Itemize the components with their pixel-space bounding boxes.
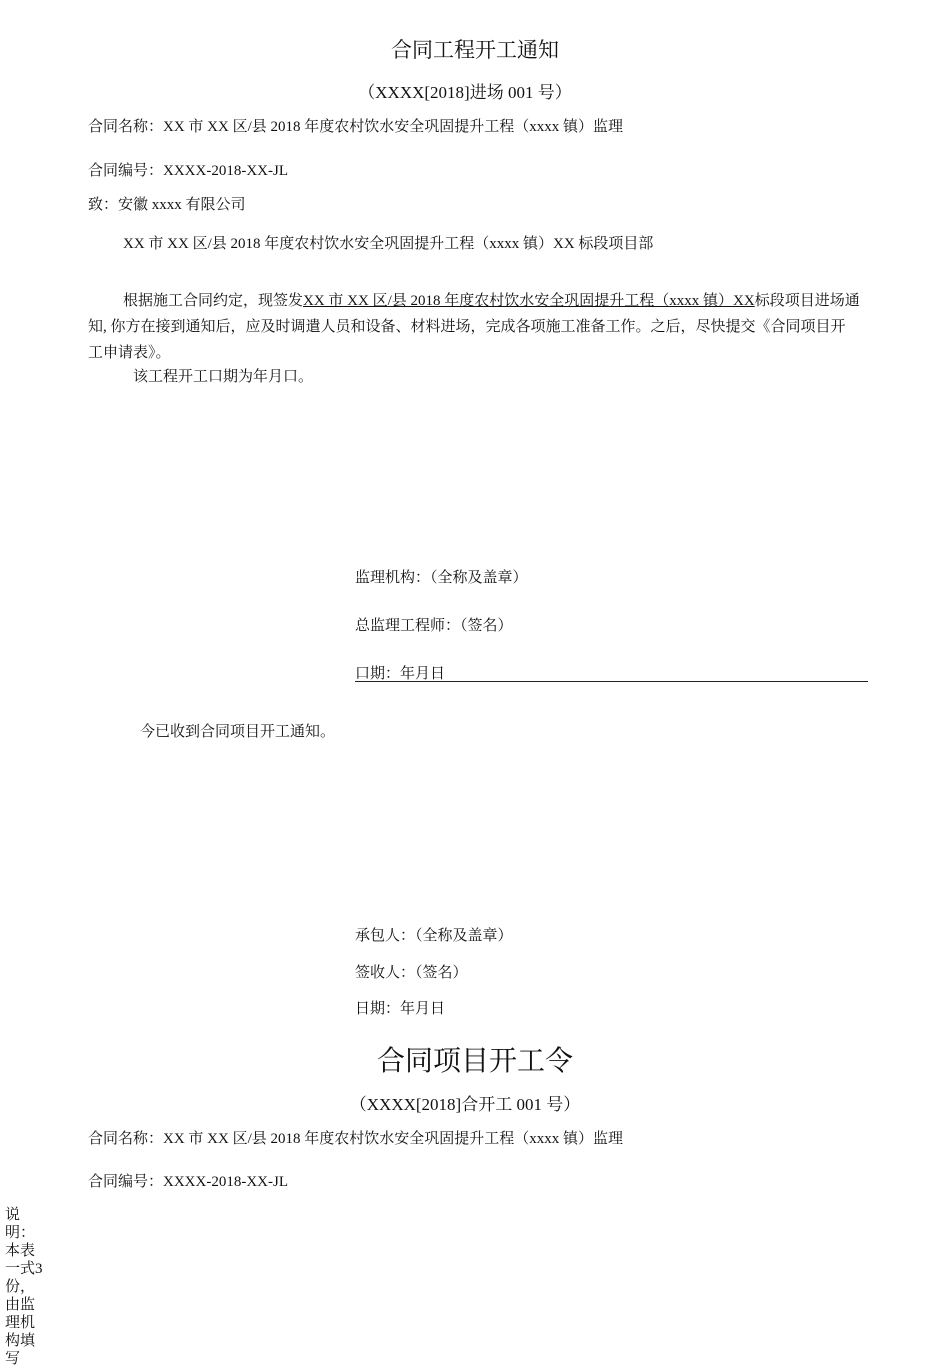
notice-body-pre: 根据施工合同约定，现签发: [123, 293, 304, 309]
notice-number: （XXXX[2018]进场 001 号）: [358, 83, 572, 102]
notice-body: [88, 288, 860, 366]
contractor-date-line: 日期：年月日: [355, 1001, 446, 1017]
supervisor-date-line: 口期：年月日: [355, 666, 446, 682]
notice-body-project: XX 市 XX 区/县 2018 年度农村饮水安全巩固提升工程（xxxx 镇）XX: [303, 293, 755, 309]
notice-recipient: 致：安徽 xxxx 有限公司: [88, 197, 246, 213]
order-title: 合同项目开工令: [376, 1044, 573, 1077]
notice-body-post: 标段项目进场通知, 你方在接到通知后，应及时调遣人员和设备、材料进场，完成各项施工准备工作。之后，尽快提交《合同项目开工申请表》。: [88, 293, 860, 361]
notice-contract-name: 合同名称：XX 市 XX 区/县 2018 年度农村饮水安全巩固提升工程（xxxx 镇）监理: [88, 119, 624, 135]
received-statement: 今已收到合同项目开工通知。: [140, 724, 336, 740]
order-contract-name: 合同名称：XX 市 XX 区/县 2018 年度农村饮水安全巩固提升工程（xxxx 镇）监理: [88, 1131, 624, 1147]
side-note: 说明：本表一式3 份，由监理机构填写: [5, 1207, 43, 1367]
signature-divider: [355, 681, 868, 682]
notice-recipient-dept: XX 市 XX 区/县 2018 年度农村饮水安全巩固提升工程（xxxx 镇）XX 标段项目部: [123, 236, 654, 252]
chief-engineer-line: 总监理工程师：（签名）: [355, 618, 513, 634]
supervisor-org-line: 监理机构：（全称及盖章）: [355, 570, 528, 586]
signer-line: 签收人：（签名）: [355, 965, 468, 981]
notice-contract-no: 合同编号：XXXX-2018-XX-JL: [88, 163, 288, 179]
notice-title: 合同工程开工通知: [391, 38, 559, 62]
contractor-line: 承包人：（全称及盖章）: [355, 928, 513, 944]
notice-start-date: 该工程开工口期为年月口。: [133, 369, 314, 385]
order-number: （XXXX[2018]合开工 001 号）: [349, 1095, 581, 1114]
order-contract-no: 合同编号：XXXX-2018-XX-JL: [88, 1174, 288, 1190]
